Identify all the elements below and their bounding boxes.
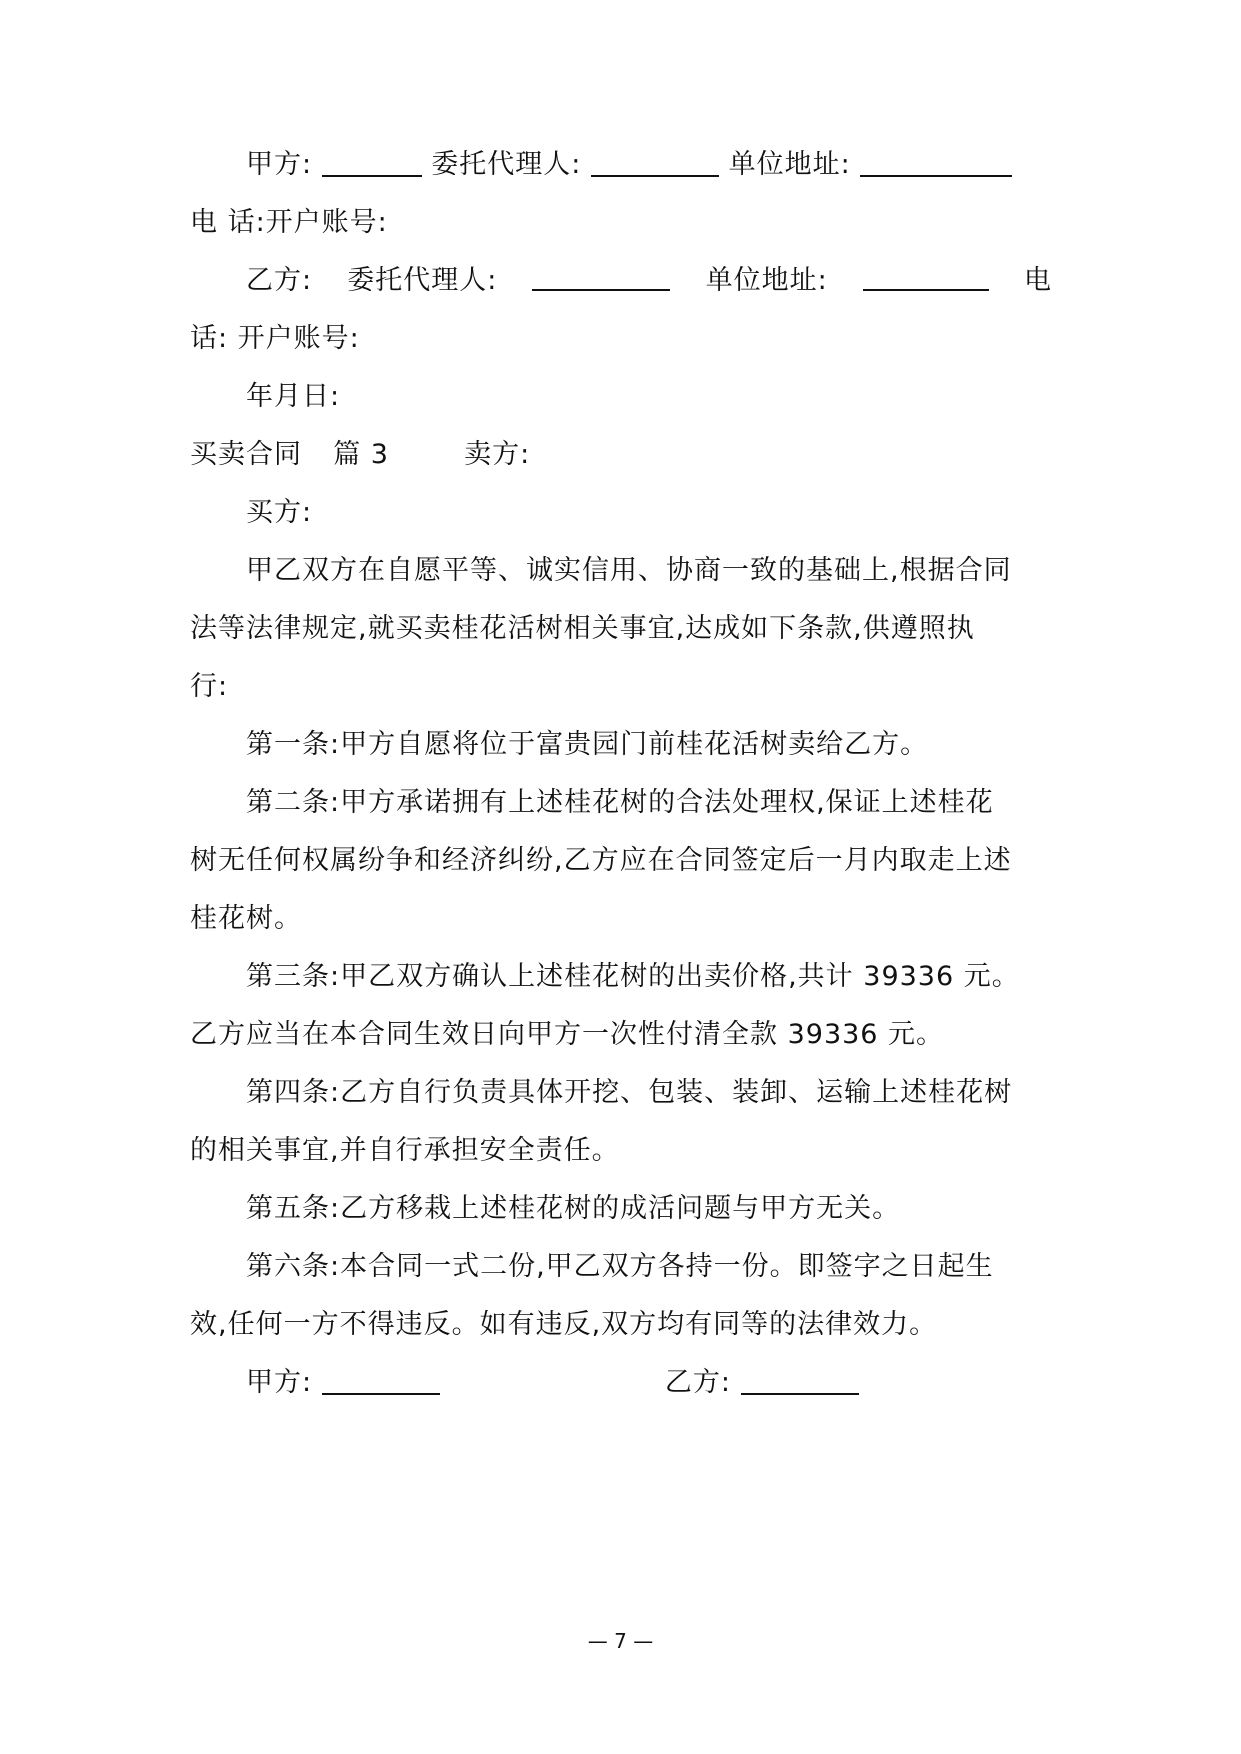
article-3-line-1: 第三条:甲乙双方确认上述桂花树的出卖价格,共计 39336 元。 (246, 961, 1020, 992)
article-1: 第一条:甲方自愿将位于富贵园门前桂花活树卖给乙方。 (246, 729, 929, 760)
address-blank-b (863, 261, 989, 291)
party-b-info-line (246, 261, 1052, 301)
party-b-label: 乙方: (246, 265, 313, 296)
article-3-line-2: 乙方应当在本合同生效日向甲方一次性付清全款 39336 元。 (190, 1019, 945, 1050)
page-number: — 7 — (587, 1629, 654, 1653)
section-heading (190, 435, 1052, 475)
party-a-phone-account-line: 电 话:开户账号: (190, 207, 388, 238)
party-a-info-line (246, 145, 1052, 185)
agent-label: 委托代理人: (431, 149, 582, 180)
contract-title: 买卖合同 (190, 439, 302, 470)
article-6-line-1: 第六条:本合同一式二份,甲乙双方各持一份。即签字之日起生 (246, 1251, 994, 1282)
address-blank (860, 147, 1012, 177)
phone-label-b: 电 (1023, 265, 1052, 296)
agent-blank-b (532, 261, 670, 291)
article-2-line-3: 桂花树。 (190, 903, 302, 934)
party-a-blank (322, 147, 422, 177)
address-label: 单位地址: (728, 149, 851, 180)
contract-number: 篇 3 (333, 439, 389, 470)
date-line: 年月日: (246, 381, 341, 412)
article-2-line-2: 树无任何权属纷争和经济纠纷,乙方应在合同签定后一月内取走上述 (190, 845, 1012, 876)
article-2-line-1: 第二条:甲方承诺拥有上述桂花树的合法处理权,保证上述桂花 (246, 787, 994, 818)
bottom-party-b-label: 乙方: (664, 1367, 731, 1398)
party-a-label: 甲方: (246, 149, 313, 180)
address-label-b: 单位地址: (705, 265, 828, 296)
party-b-phone-account-line: 话: 开户账号: (190, 323, 360, 354)
intro-line-3: 行: (190, 671, 229, 702)
bottom-party-a-label: 甲方: (246, 1367, 313, 1398)
article-6-line-2: 效,任何一方不得违反。如有违反,双方均有同等的法律效力。 (190, 1309, 938, 1340)
article-4-line-1: 第四条:乙方自行负责具体开挖、包装、装卸、运输上述桂花树 (246, 1077, 1013, 1108)
seller-label: 卖方: (464, 439, 531, 470)
agent-label-b: 委托代理人: (347, 265, 498, 296)
bottom-signature-line (246, 1363, 1052, 1403)
buyer-line: 买方: (246, 497, 313, 528)
article-4-line-2: 的相关事宜,并自行承担安全责任。 (190, 1135, 620, 1166)
intro-line-2: 法等法律规定,就买卖桂花活树相关事宜,达成如下条款,供遵照执 (190, 613, 975, 644)
bottom-party-b-blank (741, 1365, 859, 1395)
bottom-party-a-blank (322, 1365, 440, 1395)
intro-line-1: 甲乙双方在自愿平等、诚实信用、协商一致的基础上,根据合同 (246, 555, 1012, 586)
article-5: 第五条:乙方移栽上述桂花树的成活问题与甲方无关。 (246, 1193, 901, 1224)
agent-blank (591, 147, 719, 177)
